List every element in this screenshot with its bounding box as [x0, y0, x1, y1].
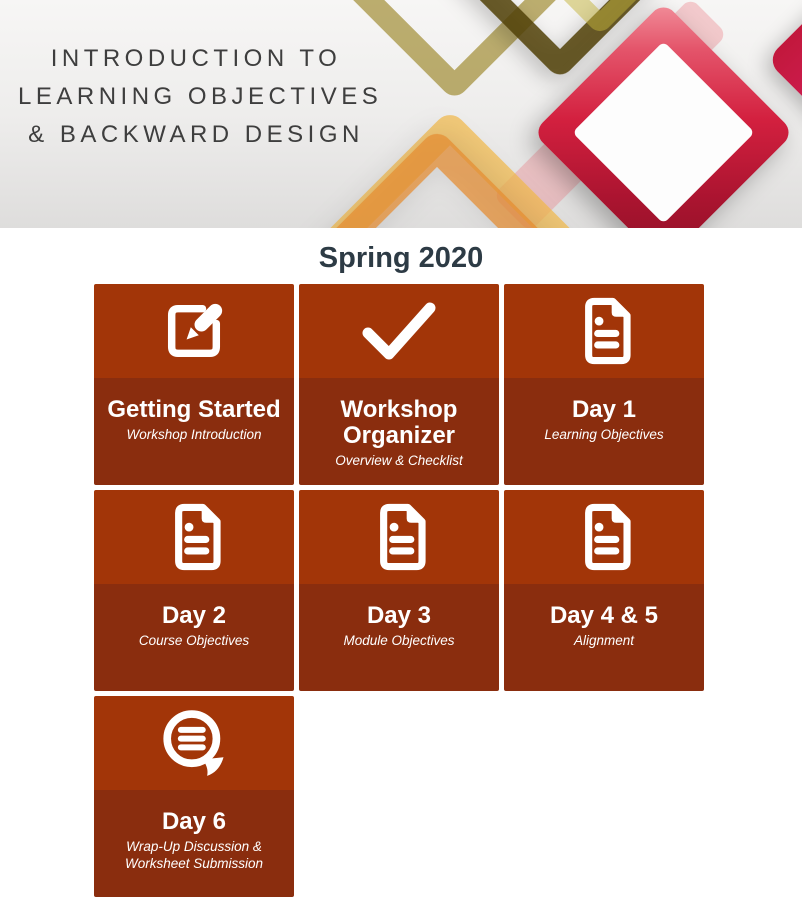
tile-day-2[interactable]: [94, 490, 294, 691]
tile-subtitle: Learning Objectives: [544, 427, 664, 442]
edit-icon: [160, 297, 228, 365]
term-heading: Spring 2020: [318, 242, 484, 274]
tile-label-area: [299, 378, 499, 485]
tile-title: Getting Started: [107, 396, 281, 423]
banner-title-line-1: INTRODUCTION TO: [50, 45, 342, 72]
tile-subtitle: Module Objectives: [343, 633, 455, 648]
tile-icon-area: [94, 696, 294, 790]
discussion-icon: [159, 708, 229, 778]
tile-title: Day 6: [161, 808, 227, 835]
banner-title-line-2: LEARNING OBJECTIVES: [18, 83, 383, 110]
tile-icon-area: [504, 490, 704, 584]
tile-subtitle: Overview & Checklist: [335, 453, 463, 468]
tile-title: Day 3: [366, 602, 432, 629]
tile-day-6[interactable]: [94, 696, 294, 897]
tile-grid: [94, 284, 704, 897]
tile-day-3[interactable]: [299, 490, 499, 691]
tile-day-4-5[interactable]: [504, 490, 704, 691]
check-icon: [361, 300, 437, 362]
tile-title: Day 1: [571, 396, 637, 423]
tile-label-area: [504, 378, 704, 485]
tile-subtitle: Course Objectives: [138, 633, 250, 648]
tile-subtitle: Wrap-Up Discussion & Worksheet Submission: [124, 839, 264, 871]
tile-getting-started[interactable]: [94, 284, 294, 485]
course-banner: [0, 0, 802, 228]
tile-title: Day 2: [161, 602, 227, 629]
tile-icon-area: [299, 490, 499, 584]
tile-workshop-organizer[interactable]: [299, 284, 499, 485]
tile-icon-area: [299, 284, 499, 378]
tile-title: Workshop Organizer: [340, 396, 458, 449]
tile-day-1[interactable]: [504, 284, 704, 485]
tile-subtitle: Workshop Introduction: [126, 427, 262, 442]
tile-label-area: [94, 584, 294, 691]
tile-icon-area: [94, 284, 294, 378]
banner-title-line-3: & BACKWARD DESIGN: [28, 121, 364, 148]
document-icon: [163, 503, 225, 571]
tile-subtitle: Alignment: [573, 633, 635, 648]
document-icon: [368, 503, 430, 571]
banner-title: [18, 40, 383, 154]
tile-title: Day 4 & 5: [549, 602, 659, 629]
document-icon: [573, 503, 635, 571]
tile-label-area: [299, 584, 499, 691]
tile-label-area: [94, 790, 294, 897]
document-icon: [573, 297, 635, 365]
tile-label-area: [504, 584, 704, 691]
tile-icon-area: [94, 490, 294, 584]
tile-icon-area: [504, 284, 704, 378]
tile-label-area: [94, 378, 294, 485]
